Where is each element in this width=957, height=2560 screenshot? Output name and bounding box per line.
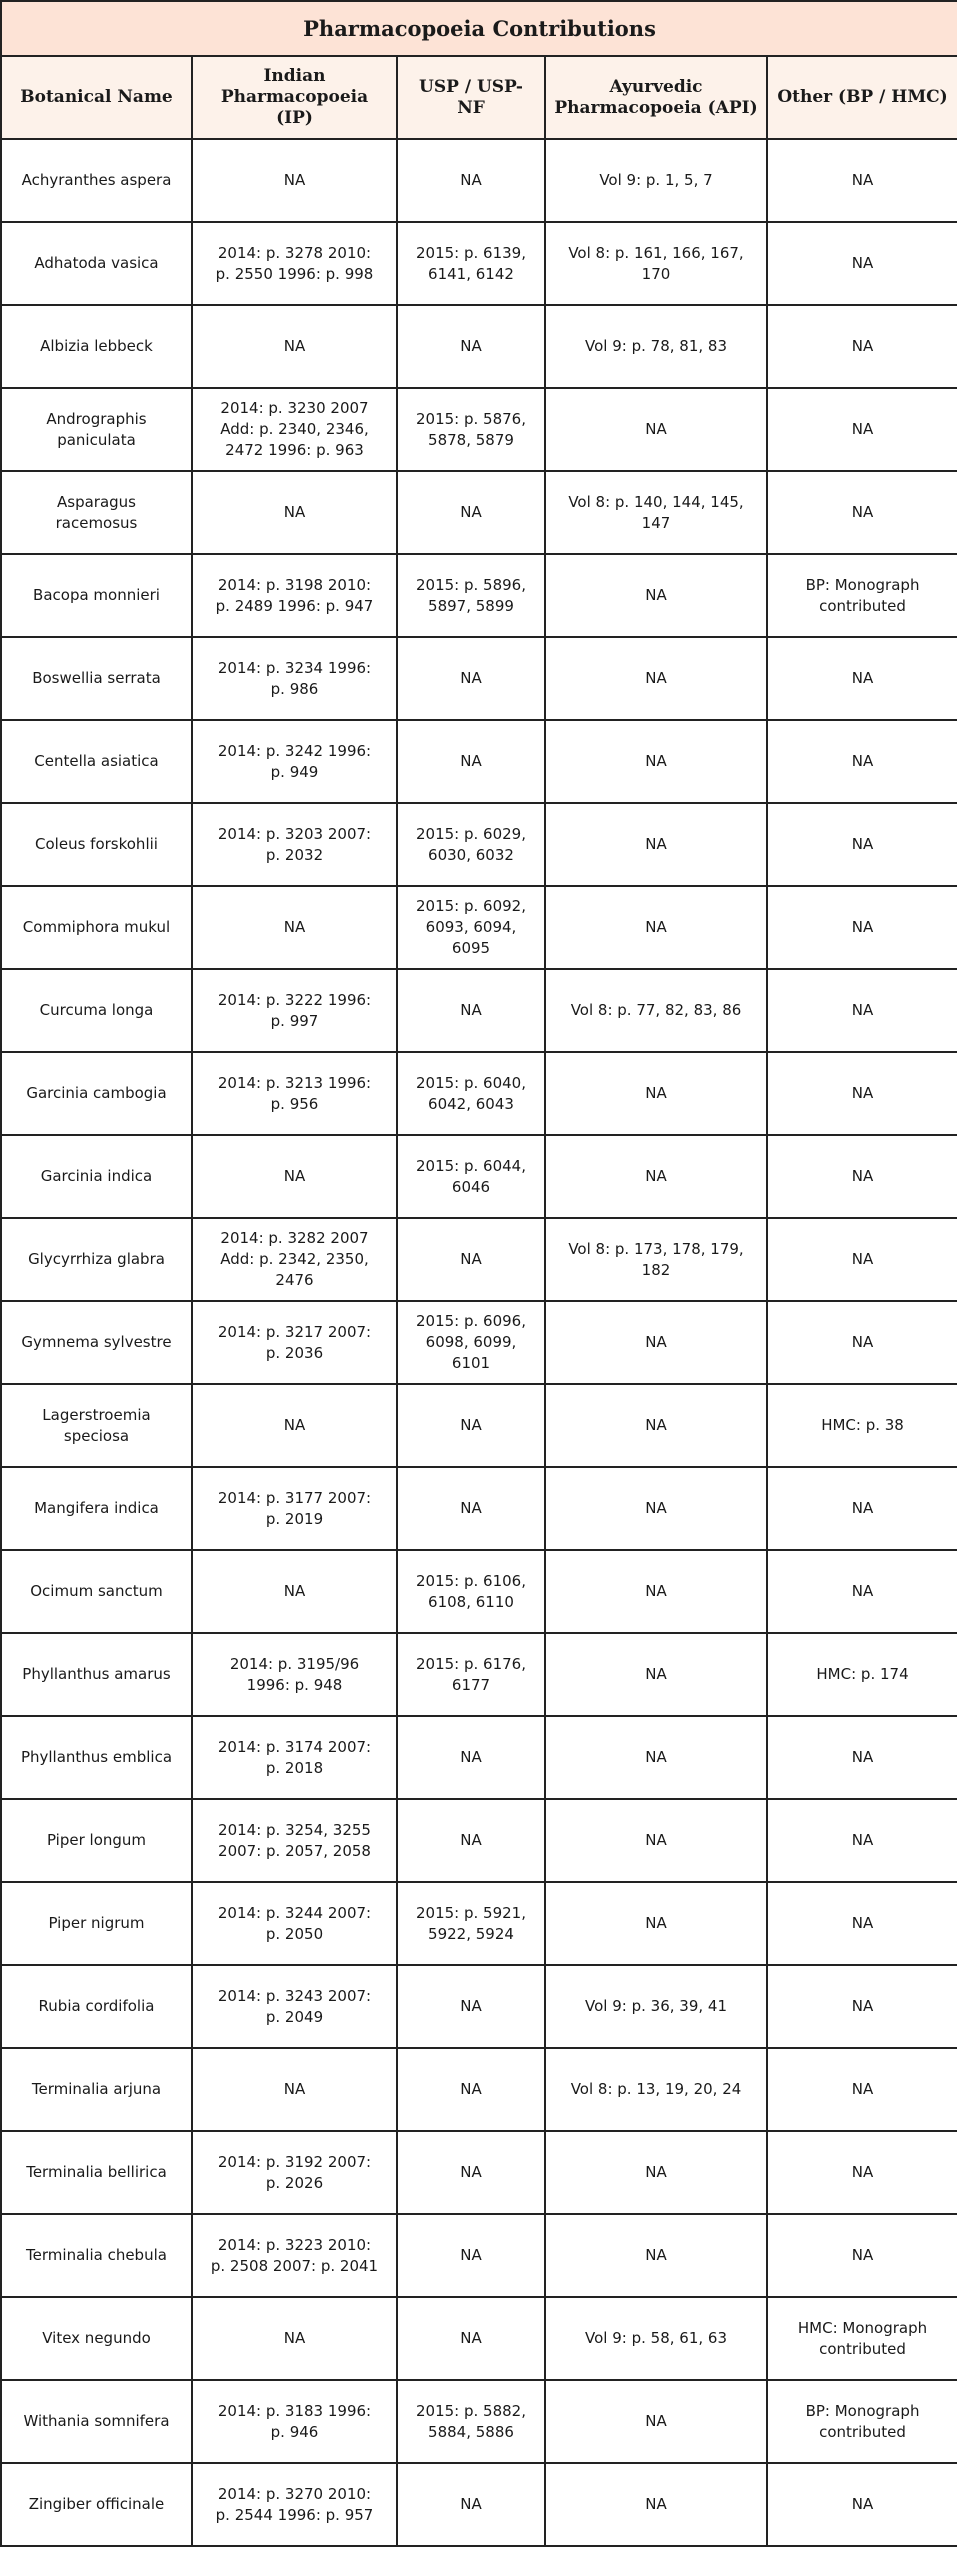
cell-ip: 2014: p. 3223 2010: p. 2508 2007: p. 2041 [192,2214,397,2297]
cell-botanical-name: Terminalia bellirica [1,2131,192,2214]
cell-api: Vol 8: p. 140, 144, 145, 147 [545,471,767,554]
cell-ip: 2014: p. 3198 2010: p. 2489 1996: p. 947 [192,554,397,637]
cell-other: NA [767,803,957,886]
cell-usp: NA [397,139,545,222]
cell-botanical-name: Terminalia chebula [1,2214,192,2297]
table-row [1,222,957,305]
cell-botanical-name: Lagerstroemia speciosa [1,1384,192,1467]
table-title: Pharmacopoeia Contributions [1,1,957,56]
cell-api: Vol 8: p. 173, 178, 179, 182 [545,1218,767,1301]
cell-botanical-name: Gymnema sylvestre [1,1301,192,1384]
cell-botanical-name: Piper longum [1,1799,192,1882]
table-row [1,2297,957,2380]
cell-botanical-name: Commiphora mukul [1,886,192,969]
cell-ip: 2014: p. 3282 2007 Add: p. 2342, 2350, 2476 [192,1218,397,1301]
cell-other: NA [767,388,957,471]
cell-ip: 2014: p. 3177 2007: p. 2019 [192,1467,397,1550]
cell-other: NA [767,471,957,554]
cell-other: BP: Monograph contributed [767,2380,957,2463]
cell-api: NA [545,2131,767,2214]
header-row [1,56,957,139]
cell-api: NA [545,1052,767,1135]
cell-usp: 2015: p. 5882, 5884, 5886 [397,2380,545,2463]
cell-usp: NA [397,2297,545,2380]
column-header-other: Other (BP / HMC) [767,56,957,139]
cell-usp: NA [397,720,545,803]
cell-ip: NA [192,1384,397,1467]
cell-ip: NA [192,1135,397,1218]
cell-api: NA [545,720,767,803]
cell-api: NA [545,1633,767,1716]
cell-usp: 2015: p. 6106, 6108, 6110 [397,1550,545,1633]
table-row [1,803,957,886]
cell-usp: 2015: p. 5876, 5878, 5879 [397,388,545,471]
cell-botanical-name: Phyllanthus emblica [1,1716,192,1799]
cell-usp: NA [397,305,545,388]
cell-other: HMC: Monograph contributed [767,2297,957,2380]
cell-other: HMC: p. 174 [767,1633,957,1716]
cell-api: NA [545,1301,767,1384]
cell-ip: 2014: p. 3230 2007 Add: p. 2340, 2346, 2472 1996: p. 963 [192,388,397,471]
cell-usp: 2015: p. 6096, 6098, 6099, 6101 [397,1301,545,1384]
cell-ip: NA [192,2297,397,2380]
cell-other: NA [767,886,957,969]
cell-usp: NA [397,1965,545,2048]
cell-api: Vol 9: p. 58, 61, 63 [545,2297,767,2380]
cell-botanical-name: Bacopa monnieri [1,554,192,637]
table-row [1,969,957,1052]
cell-ip: NA [192,2048,397,2131]
cell-api: NA [545,1882,767,1965]
cell-other: NA [767,1550,957,1633]
cell-ip: NA [192,886,397,969]
cell-api: Vol 9: p. 78, 81, 83 [545,305,767,388]
column-header-usp: USP / USP-NF [397,56,545,139]
table-row [1,2463,957,2546]
cell-api: NA [545,2380,767,2463]
table-row [1,1633,957,1716]
cell-botanical-name: Vitex negundo [1,2297,192,2380]
cell-other: NA [767,2131,957,2214]
table-row [1,305,957,388]
cell-botanical-name: Zingiber officinale [1,2463,192,2546]
cell-other: NA [767,1135,957,1218]
cell-api: NA [545,886,767,969]
cell-ip: 2014: p. 3192 2007: p. 2026 [192,2131,397,2214]
cell-api: Vol 9: p. 1, 5, 7 [545,139,767,222]
cell-botanical-name: Rubia cordifolia [1,1965,192,2048]
cell-ip: 2014: p. 3278 2010: p. 2550 1996: p. 998 [192,222,397,305]
cell-botanical-name: Centella asiatica [1,720,192,803]
cell-usp: NA [397,1716,545,1799]
cell-other: NA [767,222,957,305]
cell-ip: 2014: p. 3244 2007: p. 2050 [192,1882,397,1965]
table-row [1,1716,957,1799]
cell-botanical-name: Phyllanthus amarus [1,1633,192,1716]
cell-api: NA [545,1799,767,1882]
cell-api: NA [545,1135,767,1218]
cell-other: BP: Monograph contributed [767,554,957,637]
cell-botanical-name: Coleus forskohlii [1,803,192,886]
cell-other: NA [767,1467,957,1550]
cell-api: NA [545,2463,767,2546]
cell-api: NA [545,2214,767,2297]
cell-usp: NA [397,1218,545,1301]
table-row [1,1965,957,2048]
cell-api: NA [545,554,767,637]
cell-api: Vol 9: p. 36, 39, 41 [545,1965,767,2048]
cell-botanical-name: Glycyrrhiza glabra [1,1218,192,1301]
column-header-api: Ayurvedic Pharmacopoeia (API) [545,56,767,139]
cell-api: NA [545,803,767,886]
cell-other: NA [767,139,957,222]
table-row [1,388,957,471]
table-row [1,1882,957,1965]
cell-api: Vol 8: p. 77, 82, 83, 86 [545,969,767,1052]
cell-api: Vol 8: p. 161, 166, 167, 170 [545,222,767,305]
cell-other: NA [767,2214,957,2297]
cell-api: NA [545,1716,767,1799]
table-body [1,139,957,2546]
cell-usp: 2015: p. 5921, 5922, 5924 [397,1882,545,1965]
cell-other: NA [767,2048,957,2131]
cell-other: NA [767,969,957,1052]
cell-ip: 2014: p. 3217 2007: p. 2036 [192,1301,397,1384]
cell-botanical-name: Curcuma longa [1,969,192,1052]
table-row [1,2048,957,2131]
cell-api: NA [545,388,767,471]
cell-api: NA [545,637,767,720]
table-row [1,1052,957,1135]
table-row [1,1550,957,1633]
cell-botanical-name: Garcinia indica [1,1135,192,1218]
cell-usp: 2015: p. 6139, 6141, 6142 [397,222,545,305]
cell-botanical-name: Terminalia arjuna [1,2048,192,2131]
cell-usp: NA [397,2214,545,2297]
cell-other: NA [767,1301,957,1384]
cell-other: NA [767,1716,957,1799]
table-row [1,139,957,222]
cell-usp: 2015: p. 6044, 6046 [397,1135,545,1218]
cell-usp: 2015: p. 6040, 6042, 6043 [397,1052,545,1135]
cell-botanical-name: Boswellia serrata [1,637,192,720]
cell-api: NA [545,1550,767,1633]
cell-usp: NA [397,2131,545,2214]
cell-usp: NA [397,1467,545,1550]
cell-usp: NA [397,1384,545,1467]
cell-other: NA [767,1218,957,1301]
cell-ip: 2014: p. 3222 1996: p. 997 [192,969,397,1052]
cell-botanical-name: Mangifera indica [1,1467,192,1550]
cell-botanical-name: Adhatoda vasica [1,222,192,305]
cell-usp: 2015: p. 6176, 6177 [397,1633,545,1716]
table-row [1,2380,957,2463]
cell-botanical-name: Achyranthes aspera [1,139,192,222]
cell-botanical-name: Withania somnifera [1,2380,192,2463]
table-row [1,1301,957,1384]
cell-usp: 2015: p. 6092, 6093, 6094, 6095 [397,886,545,969]
cell-other: NA [767,2463,957,2546]
cell-botanical-name: Andrographis paniculata [1,388,192,471]
cell-botanical-name: Asparagus racemosus [1,471,192,554]
cell-ip: 2014: p. 3195/96 1996: p. 948 [192,1633,397,1716]
table-row [1,2131,957,2214]
table-row [1,1467,957,1550]
cell-other: NA [767,305,957,388]
cell-usp: NA [397,2048,545,2131]
cell-botanical-name: Ocimum sanctum [1,1550,192,1633]
cell-other: NA [767,720,957,803]
cell-other: HMC: p. 38 [767,1384,957,1467]
cell-ip: 2014: p. 3174 2007: p. 2018 [192,1716,397,1799]
table-row [1,1135,957,1218]
table-row [1,1384,957,1467]
table-row [1,471,957,554]
cell-other: NA [767,1965,957,2048]
cell-usp: 2015: p. 6029, 6030, 6032 [397,803,545,886]
cell-ip: 2014: p. 3183 1996: p. 946 [192,2380,397,2463]
cell-botanical-name: Albizia lebbeck [1,305,192,388]
cell-other: NA [767,1799,957,1882]
cell-ip: NA [192,305,397,388]
cell-other: NA [767,1882,957,1965]
cell-ip: 2014: p. 3242 1996: p. 949 [192,720,397,803]
cell-botanical-name: Garcinia cambogia [1,1052,192,1135]
cell-usp: NA [397,2463,545,2546]
cell-ip: 2014: p. 3254, 3255 2007: p. 2057, 2058 [192,1799,397,1882]
cell-usp: NA [397,969,545,1052]
cell-ip: 2014: p. 3213 1996: p. 956 [192,1052,397,1135]
table-row [1,554,957,637]
cell-ip: NA [192,139,397,222]
table-row [1,2214,957,2297]
table-row [1,1799,957,1882]
cell-usp: NA [397,637,545,720]
cell-usp: NA [397,471,545,554]
cell-ip: 2014: p. 3243 2007: p. 2049 [192,1965,397,2048]
table-row [1,637,957,720]
cell-ip: NA [192,471,397,554]
cell-ip: 2014: p. 3270 2010: p. 2544 1996: p. 957 [192,2463,397,2546]
cell-api: Vol 8: p. 13, 19, 20, 24 [545,2048,767,2131]
cell-api: NA [545,1467,767,1550]
column-header-ip: Indian Pharmacopoeia (IP) [192,56,397,139]
cell-other: NA [767,1052,957,1135]
cell-botanical-name: Piper nigrum [1,1882,192,1965]
cell-ip: NA [192,1550,397,1633]
table-row [1,720,957,803]
cell-usp: 2015: p. 5896, 5897, 5899 [397,554,545,637]
table-row [1,886,957,969]
table-row [1,1218,957,1301]
cell-usp: NA [397,1799,545,1882]
cell-api: NA [545,1384,767,1467]
column-header-botanical-name: Botanical Name [1,56,192,139]
cell-ip: 2014: p. 3234 1996: p. 986 [192,637,397,720]
cell-other: NA [767,637,957,720]
cell-ip: 2014: p. 3203 2007: p. 2032 [192,803,397,886]
